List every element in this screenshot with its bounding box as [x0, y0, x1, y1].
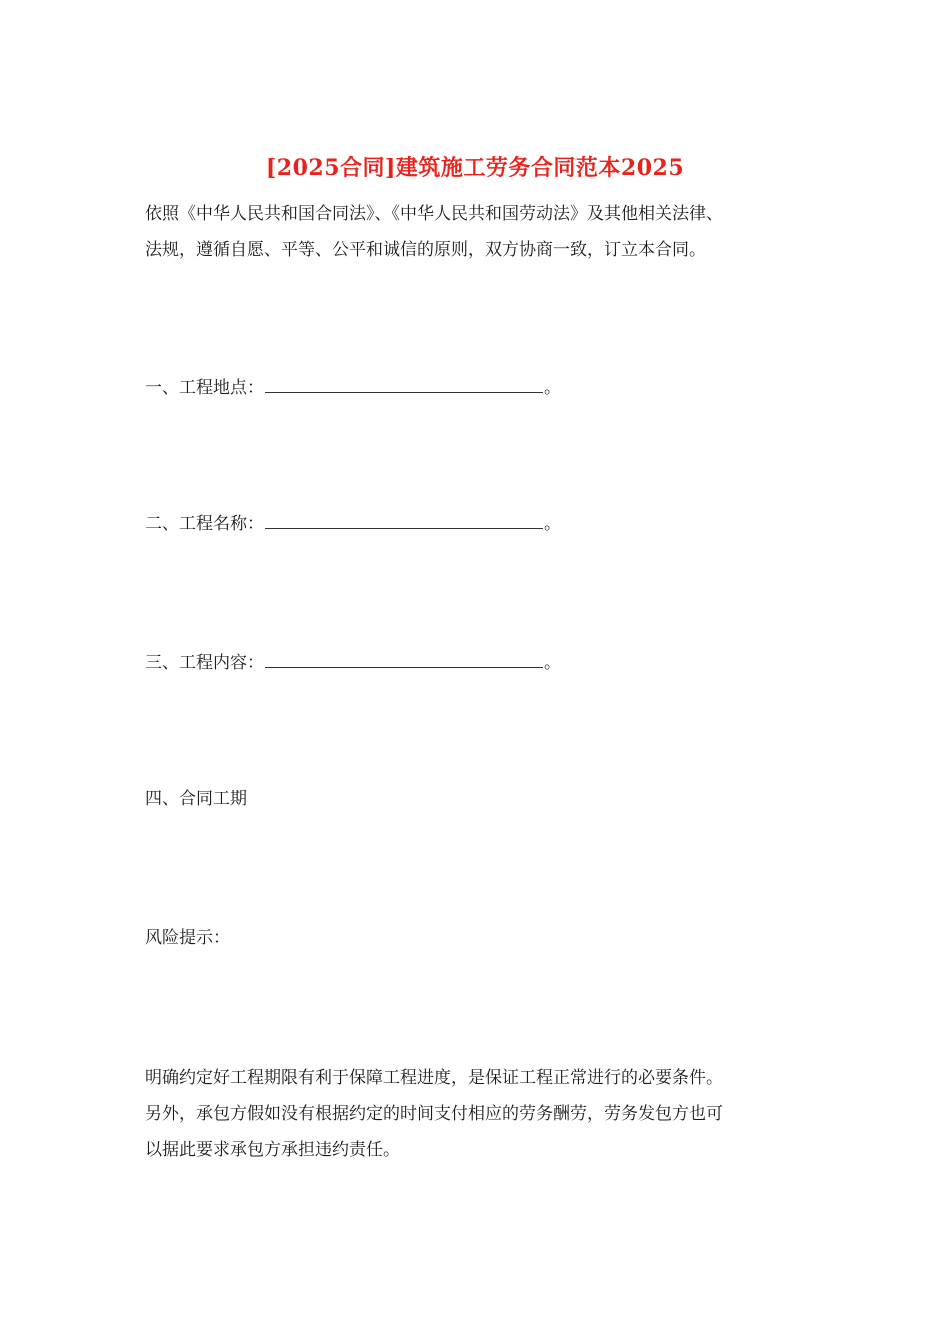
document-title: [2025合同]建筑施工劳务合同范本2025: [265, 155, 685, 181]
item-project-name: [145, 506, 825, 542]
risk-note-line-1: 明确约定好工程期限有利于保障工程进度，是保证工程正常进行的必要条件。: [145, 1068, 723, 1088]
item-end: 。: [544, 653, 561, 673]
item-label: 一、工程地点：: [145, 378, 264, 398]
item-project-content: [145, 645, 825, 681]
item-end: 。: [544, 378, 561, 398]
risk-note-line-2: 另外，承包方假如没有根据约定的时间支付相应的劳务酬劳，劳务发包方也可: [145, 1104, 723, 1124]
intro-line-2: 法规，遵循自愿、平等、公平和诚信的原则，双方协商一致，订立本合同。: [145, 240, 706, 260]
risk-note-paragraph: [145, 1060, 825, 1168]
item-end: 。: [544, 514, 561, 534]
fill-in-blank: [265, 653, 543, 668]
section-heading: 四、合同工期: [145, 789, 247, 809]
risk-heading: 风险提示：: [145, 928, 230, 948]
risk-heading-block: [145, 920, 825, 956]
intro-line-1: 依照《中华人民共和国合同法》、《中华人民共和国劳动法》及其他相关法律、: [145, 204, 723, 224]
section-contract-period: [145, 781, 825, 817]
item-label: 二、工程名称：: [145, 514, 264, 534]
intro-paragraph: [145, 196, 825, 268]
fill-in-blank: [265, 378, 543, 393]
item-label: 三、工程内容：: [145, 653, 264, 673]
risk-note-line-3: 以据此要求承包方承担违约责任。: [145, 1140, 400, 1160]
fill-in-blank: [265, 514, 543, 529]
item-project-location: [145, 370, 825, 406]
